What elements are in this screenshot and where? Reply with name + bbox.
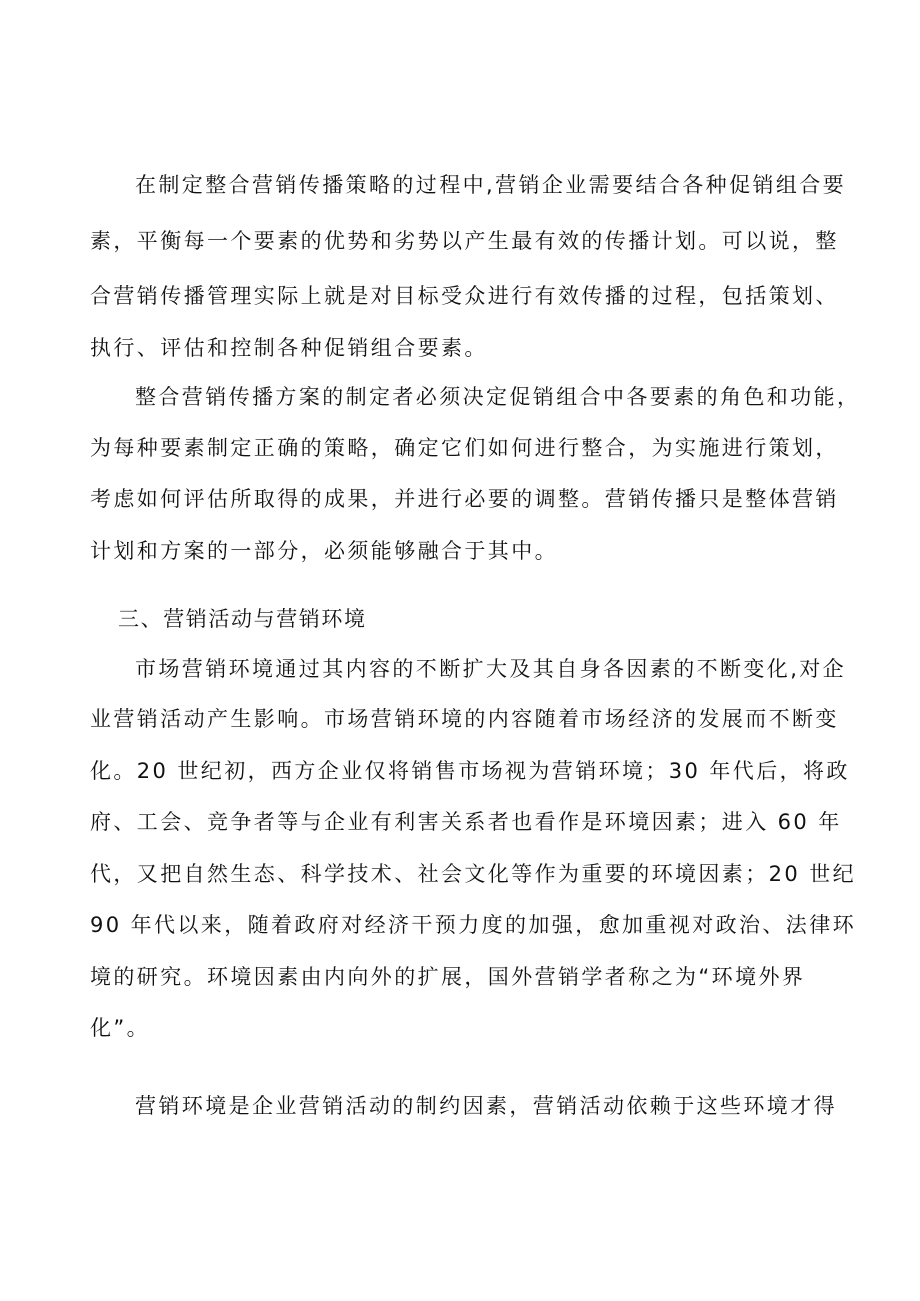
paragraph-line: 90 年代以来，随着政府对经济干预力度的加强，愈加重视对政治、法律环: [90, 913, 856, 937]
paragraph-line: 市场营销环境通过其内容的不断扩大及其自身各因素的不断变化,对企: [135, 657, 847, 681]
paragraph-line: 素，平衡每一个要素的优势和劣势以产生最有效的传播计划。可以说，整: [90, 229, 839, 253]
paragraph-line: 合营销传播管理实际上就是对目标受众进行有效传播的过程，包括策划、: [90, 284, 839, 308]
paragraph-line: 境的研究。环境因素由内向外的扩展，国外营销学者称之为“环境外界: [90, 965, 806, 989]
paragraph-line: 为每种要素制定正确的策略，确定它们如何进行整合，为实施进行策划，: [90, 436, 839, 460]
paragraph-line: 代，又把自然生态、科学技术、社会文化等作为重要的环境因素；20 世纪: [90, 862, 856, 886]
paragraph-line: 府、工会、竞争者等与企业有利害关系者也看作是环境因素；进入 60 年: [90, 810, 842, 834]
paragraph-line: 考虑如何评估所取得的成果，并进行必要的调整。营销传播只是整体营销: [90, 487, 839, 511]
paragraph-line: 在制定整合营销传播策略的过程中,营销企业需要结合各种促销组合要: [135, 173, 847, 197]
paragraph-line: 营销环境是企业营销活动的制约因素，营销活动依赖于这些环境才得: [135, 1094, 837, 1118]
paragraph-line: 整合营销传播方案的制定者必须决定促销组合中各要素的角色和功能，: [135, 385, 861, 409]
paragraph-line: 化。20 世纪初，西方企业仅将销售市场视为营销环境；30 年代后，将政: [90, 759, 850, 783]
paragraph-line: 化”。: [90, 1016, 151, 1040]
paragraph-line: 业营销活动产生影响。市场营销环境的内容随着市场经济的发展而不断变: [90, 707, 839, 731]
paragraph-line: 执行、评估和控制各种促销组合要素。: [90, 336, 488, 360]
paragraph-line: 计划和方案的一部分，必须能够融合于其中。: [90, 539, 558, 563]
section-heading: 三、营销活动与营销环境: [118, 607, 367, 631]
